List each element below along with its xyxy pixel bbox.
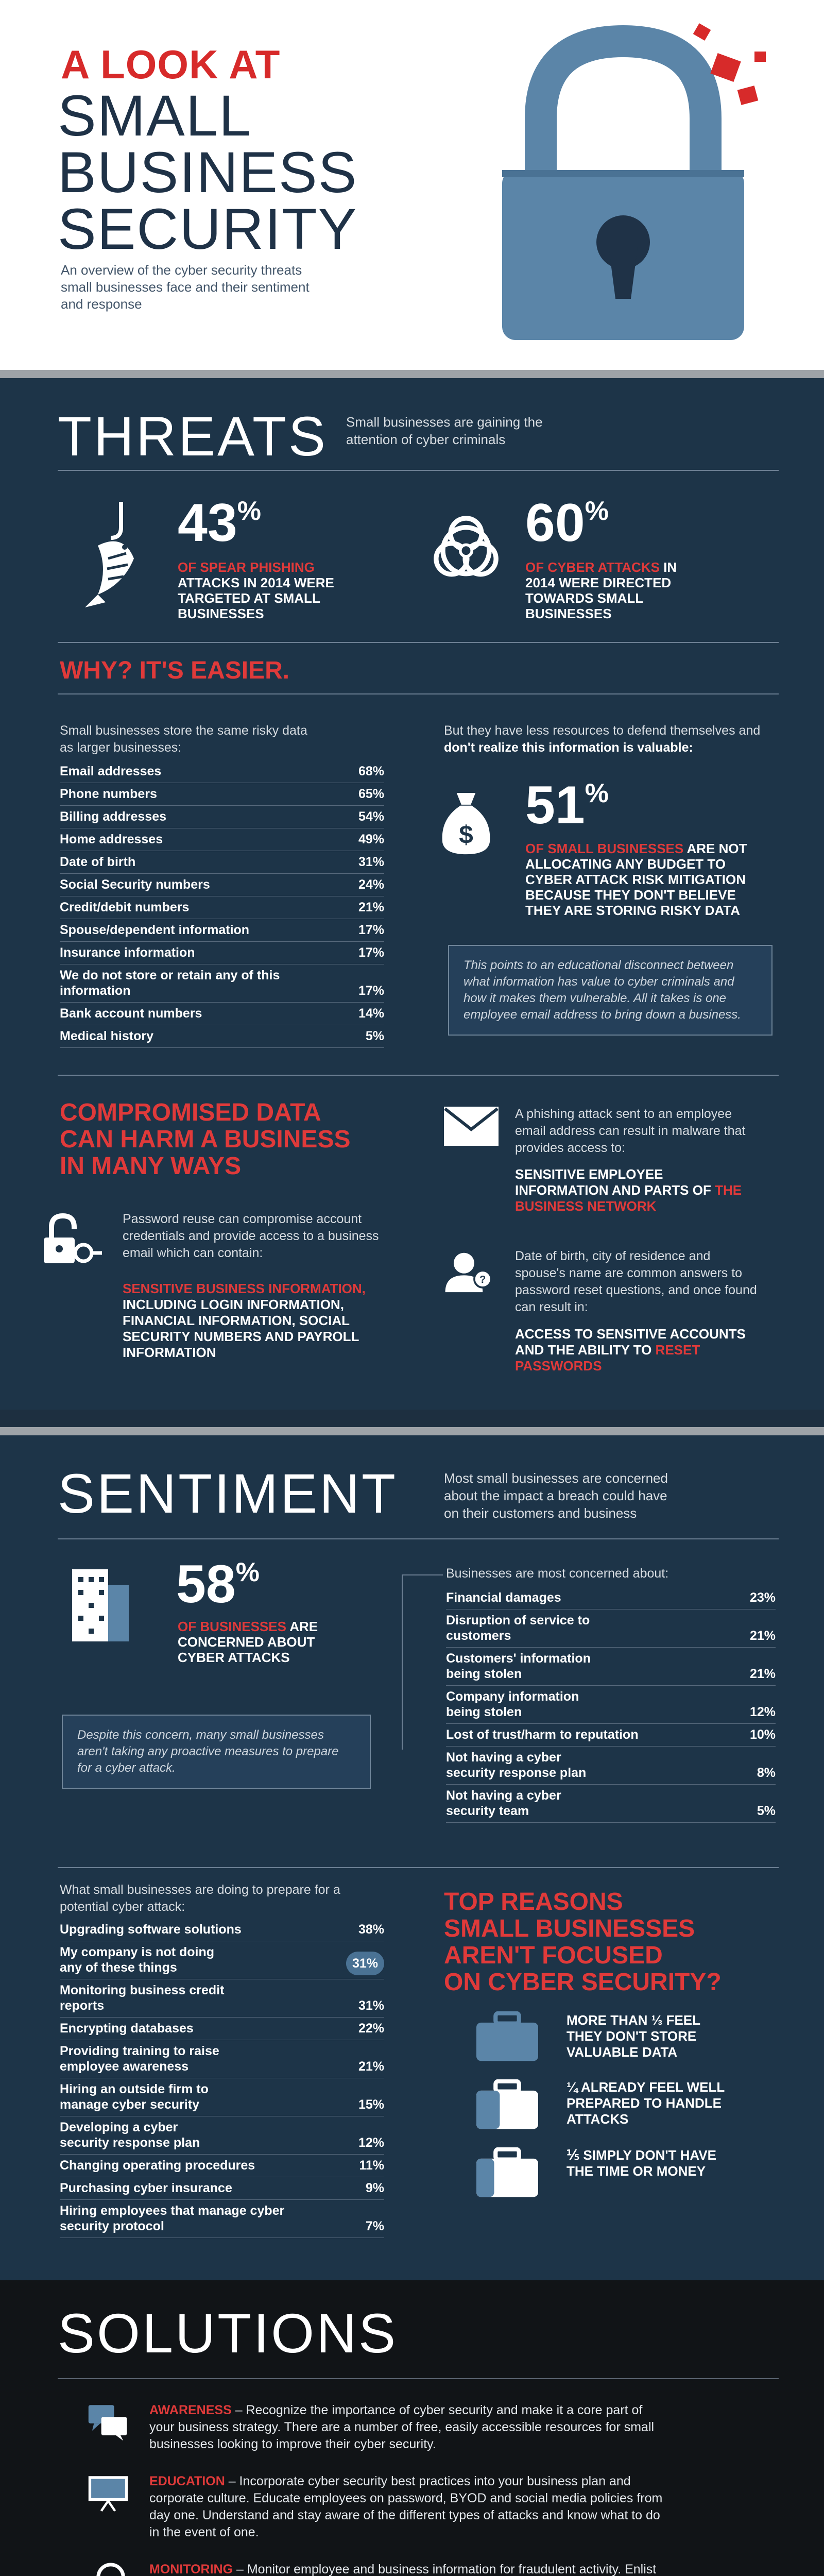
magnifier-icon bbox=[88, 2561, 128, 2576]
biohazard-icon bbox=[427, 510, 505, 587]
money-bag-icon bbox=[438, 785, 494, 857]
solution-awareness bbox=[149, 2402, 664, 2453]
solutions-title-rule bbox=[58, 2378, 779, 2379]
header-subtitle: An overview of the cyber security threats small businesses face and their sentiment and response bbox=[61, 262, 310, 312]
risk-data-table bbox=[60, 760, 384, 1048]
table-row: Monitoring business credit reports 31% bbox=[60, 1979, 384, 2018]
table-row: Home addresses 49% bbox=[60, 828, 384, 851]
stat-60-rest: IN 2014 WERE DIRECTED TOWARDS SMALL BUSINESSES bbox=[525, 560, 677, 621]
table-row: Hiring employees that manage cyber security protocol 7% bbox=[60, 2200, 384, 2238]
prep-rule bbox=[58, 1867, 779, 1868]
stat-60-red: OF CYBER ATTACKS bbox=[525, 560, 660, 575]
stat-60-value: 60 bbox=[525, 493, 585, 553]
table-row: Customers' information being stolen 21% bbox=[446, 1648, 776, 1686]
chat-bubbles-icon bbox=[88, 2404, 129, 2441]
disconnect-callout: This points to an educational disconnect between what information has value to cyber criminals and how it makes them vulnerable. All it takes is one employee email address to bring down a business. bbox=[448, 945, 772, 1036]
dob-red: RESET PASSWORDS bbox=[515, 1342, 700, 1374]
sentiment-title: SENTIMENT bbox=[58, 1462, 398, 1524]
stat-58-rest: ARE CONCERNED ABOUT CYBER ATTACKS bbox=[178, 1619, 318, 1665]
table-row: Phone numbers 65% bbox=[60, 783, 384, 806]
reason-3: ⅕ SIMPLY DON'T HAVE THE TIME OR MONEY bbox=[566, 2147, 716, 2179]
dob-bold: ACCESS TO SENSITIVE ACCOUNTS AND THE ABILITY TO bbox=[515, 1326, 746, 1358]
threats-title-rule bbox=[58, 470, 779, 471]
person-icon bbox=[443, 1249, 494, 1295]
table-row: Developing a cyber security response plan 12% bbox=[60, 2116, 384, 2155]
stat-51-rest: ARE NOT ALLOCATING ANY BUDGET TO CYBER ATTACK RISK MITIGATION BECAUSE THEY DON'T BELIEVE THEY ARE STORING RISKY DATA bbox=[525, 841, 747, 918]
divider bbox=[0, 370, 824, 378]
stat-43-red: OF SPEAR PHISHING bbox=[178, 560, 315, 575]
table-row: My company is not doing any of these things 31% bbox=[60, 1941, 384, 1979]
solutions-title: SOLUTIONS bbox=[58, 2302, 398, 2364]
table-row: Not having a cyber security response plan 8% bbox=[446, 1747, 776, 1785]
table-row: Disruption of service to customers 21% bbox=[446, 1609, 776, 1648]
stat-58-value: 58 bbox=[176, 1554, 236, 1614]
concern-callout: Despite this concern, many small businesses aren't taking any proactive measures to prepare for a cyber attack. bbox=[62, 1715, 371, 1789]
why-rule-bottom bbox=[58, 693, 779, 694]
phishing-red: THE BUSINESS NETWORK bbox=[515, 1182, 742, 1214]
stat-60-text bbox=[525, 560, 690, 621]
compromised-rule bbox=[58, 1075, 779, 1076]
table-row: Upgrading software solutions 38% bbox=[60, 1919, 384, 1941]
table-row: Email addresses 68% bbox=[60, 760, 384, 783]
why-title: WHY? IT'S EASIER. bbox=[60, 657, 290, 684]
defend-intro bbox=[444, 722, 774, 756]
concern-bracket bbox=[402, 1574, 443, 1575]
solution-education bbox=[149, 2473, 664, 2541]
table-row: Providing training to raise employee awareness 21% bbox=[60, 2040, 384, 2078]
table-row: Financial damages 23% bbox=[446, 1587, 776, 1609]
dob-impact bbox=[515, 1326, 757, 1374]
stat-51-value: 51 bbox=[525, 775, 585, 835]
defend-intro-text: But they have less resources to defend themselves and bbox=[444, 723, 761, 738]
stat-43-text bbox=[178, 560, 342, 621]
stat-58-pct: % bbox=[235, 1557, 260, 1587]
building-icon bbox=[72, 1559, 129, 1641]
divider bbox=[0, 1427, 824, 1435]
table-row: Spouse/dependent information 17% bbox=[60, 919, 384, 942]
table-row: Billing addresses 54% bbox=[60, 806, 384, 828]
password-red: SENSITIVE BUSINESS INFORMATION, bbox=[123, 1281, 366, 1296]
phishing-text: A phishing attack sent to an employee email address can result in malware that provides access to: bbox=[515, 1107, 746, 1155]
solution-education-head: EDUCATION bbox=[149, 2474, 225, 2488]
prep-intro: What small businesses are doing to prepare for a potential cyber attack: bbox=[60, 1883, 340, 1914]
concern-table bbox=[446, 1587, 776, 1823]
stat-51 bbox=[525, 775, 609, 836]
table-row: Lost of trust/harm to reputation 10% bbox=[446, 1724, 776, 1747]
highlight-badge: 31% bbox=[346, 1952, 384, 1975]
solutions-section bbox=[0, 2280, 824, 2576]
sentiment-title-rule bbox=[58, 1538, 779, 1539]
table-row: Company information being stolen 12% bbox=[446, 1686, 776, 1724]
header bbox=[0, 0, 824, 370]
why-rule bbox=[58, 642, 779, 643]
table-row: Credit/debit numbers 21% bbox=[60, 896, 384, 919]
solution-awareness-head: AWARENESS bbox=[149, 2403, 232, 2417]
table-row: Date of birth 31% bbox=[60, 851, 384, 874]
stat-43-rest: ATTACKS IN 2014 WERE TARGETED AT SMALL BUSINESSES bbox=[178, 575, 334, 621]
sentiment-side-text: Most small businesses are concerned about the impact a breach could have on their customers and business bbox=[444, 1470, 668, 1521]
stat-43-value: 43 bbox=[178, 493, 237, 553]
presentation-icon bbox=[88, 2475, 129, 2512]
stat-51-text bbox=[525, 841, 767, 918]
reason-2: ¼ ALREADY FEEL WELL PREPARED TO HANDLE ATTACKS bbox=[566, 2079, 725, 2127]
defend-intro-bold: don't realize this information is valuable: bbox=[444, 740, 693, 755]
prep-table bbox=[60, 1919, 384, 2238]
password-impact bbox=[123, 1281, 411, 1361]
stat-60 bbox=[525, 493, 609, 554]
sentiment-section bbox=[0, 1435, 824, 2280]
svg-text:$: $ bbox=[459, 821, 473, 850]
solution-monitoring bbox=[149, 2561, 664, 2576]
header-title-line-2: BUSINESS bbox=[58, 140, 358, 205]
stat-51-red: OF SMALL BUSINESSES bbox=[525, 841, 684, 856]
concern-bracket-vertical bbox=[402, 1574, 403, 1750]
table-row: Bank account numbers 14% bbox=[60, 1003, 384, 1025]
password-rest: INCLUDING LOGIN INFORMATION, FINANCIAL INFORMATION, SOCIAL SECURITY NUMBERS AND PAYROLL INFORMATION bbox=[123, 1297, 359, 1360]
header-title-line-1: SMALL bbox=[58, 83, 252, 148]
table-row: Medical history 5% bbox=[60, 1025, 384, 1048]
reason-1: MORE THAN ⅓ FEEL THEY DON'T STORE VALUABLE DATA bbox=[566, 2012, 700, 2060]
table-row: Insurance information 17% bbox=[60, 942, 384, 964]
table-row: Hiring an outside firm to manage cyber security 15% bbox=[60, 2078, 384, 2116]
stat-51-pct: % bbox=[585, 778, 609, 808]
password-text: Password reuse can compromise account credentials and provide access to a business email which can contain: bbox=[123, 1212, 379, 1260]
stat-43-pct: % bbox=[237, 496, 261, 526]
header-title bbox=[58, 83, 358, 261]
solution-awareness-text: – Recognize the importance of cyber security and make it a core part of your business strategy. There are a number of free, easily accessible resources for small businesses looking to improve their cyber security. bbox=[149, 2403, 655, 2451]
table-row: Purchasing cyber insurance 9% bbox=[60, 2177, 384, 2200]
threats-section bbox=[0, 378, 824, 1410]
stat-60-pct: % bbox=[585, 496, 609, 526]
table-row: Social Security numbers 24% bbox=[60, 874, 384, 896]
stat-58-red: OF BUSINESSES bbox=[178, 1619, 286, 1634]
dob-text: Date of birth, city of residence and spouse's name are common answers to password reset questions, and once found can result in: bbox=[515, 1249, 757, 1314]
reasons-title: TOP REASONS SMALL BUSINESSES AREN'T FOCUSED ON CYBER SECURITY? bbox=[444, 1888, 722, 1996]
solution-education-text: – Incorporate cyber security best practices into your business plan and corporate culture. Educate employees on password, BYOD and social media policies from day one. Understand and stay aware of the different types of attacks and know what to do in the event of one. bbox=[149, 2474, 663, 2539]
compromised-title: COMPROMISED DATA CAN HARM A BUSINESS IN MANY WAYS bbox=[60, 1099, 351, 1180]
threats-side-text: Small businesses are gaining the attention of cyber criminals bbox=[346, 414, 543, 447]
phishing-fish-icon bbox=[77, 497, 160, 610]
concern-intro: Businesses are most concerned about: bbox=[446, 1566, 669, 1581]
briefcase-icon bbox=[474, 2079, 541, 2131]
phishing-bold: SENSITIVE EMPLOYEE INFORMATION AND PARTS OF bbox=[515, 1166, 711, 1198]
why-intro: Small businesses store the same risky data as larger businesses: bbox=[60, 723, 307, 755]
solution-monitoring-text: – Monitor employee and business information for fraudulent activity. Enlist bbox=[236, 2562, 657, 2576]
stat-58-text bbox=[178, 1619, 353, 1665]
solution-monitoring-head: MONITORING bbox=[149, 2562, 233, 2576]
briefcase-icon bbox=[474, 2147, 541, 2199]
table-row: Encrypting databases 22% bbox=[60, 2018, 384, 2040]
stat-43 bbox=[178, 493, 261, 554]
table-row: Not having a cyber security team 5% bbox=[446, 1785, 776, 1823]
envelope-icon bbox=[443, 1106, 500, 1147]
stat-58 bbox=[176, 1554, 260, 1615]
table-row: Changing operating procedures 11% bbox=[60, 2155, 384, 2177]
broken-padlock-icon bbox=[474, 21, 803, 350]
svg-text:?: ? bbox=[479, 1274, 486, 1285]
unlocked-padlock-icon bbox=[41, 1213, 103, 1269]
header-title-line-3: SECURITY bbox=[58, 197, 358, 261]
phishing-impact bbox=[515, 1166, 757, 1214]
table-row: We do not store or retain any of this information 17% bbox=[60, 964, 384, 1003]
header-kicker: A LOOK AT bbox=[61, 42, 281, 87]
briefcase-icon bbox=[474, 2011, 541, 2063]
threats-title: THREATS bbox=[58, 405, 328, 467]
